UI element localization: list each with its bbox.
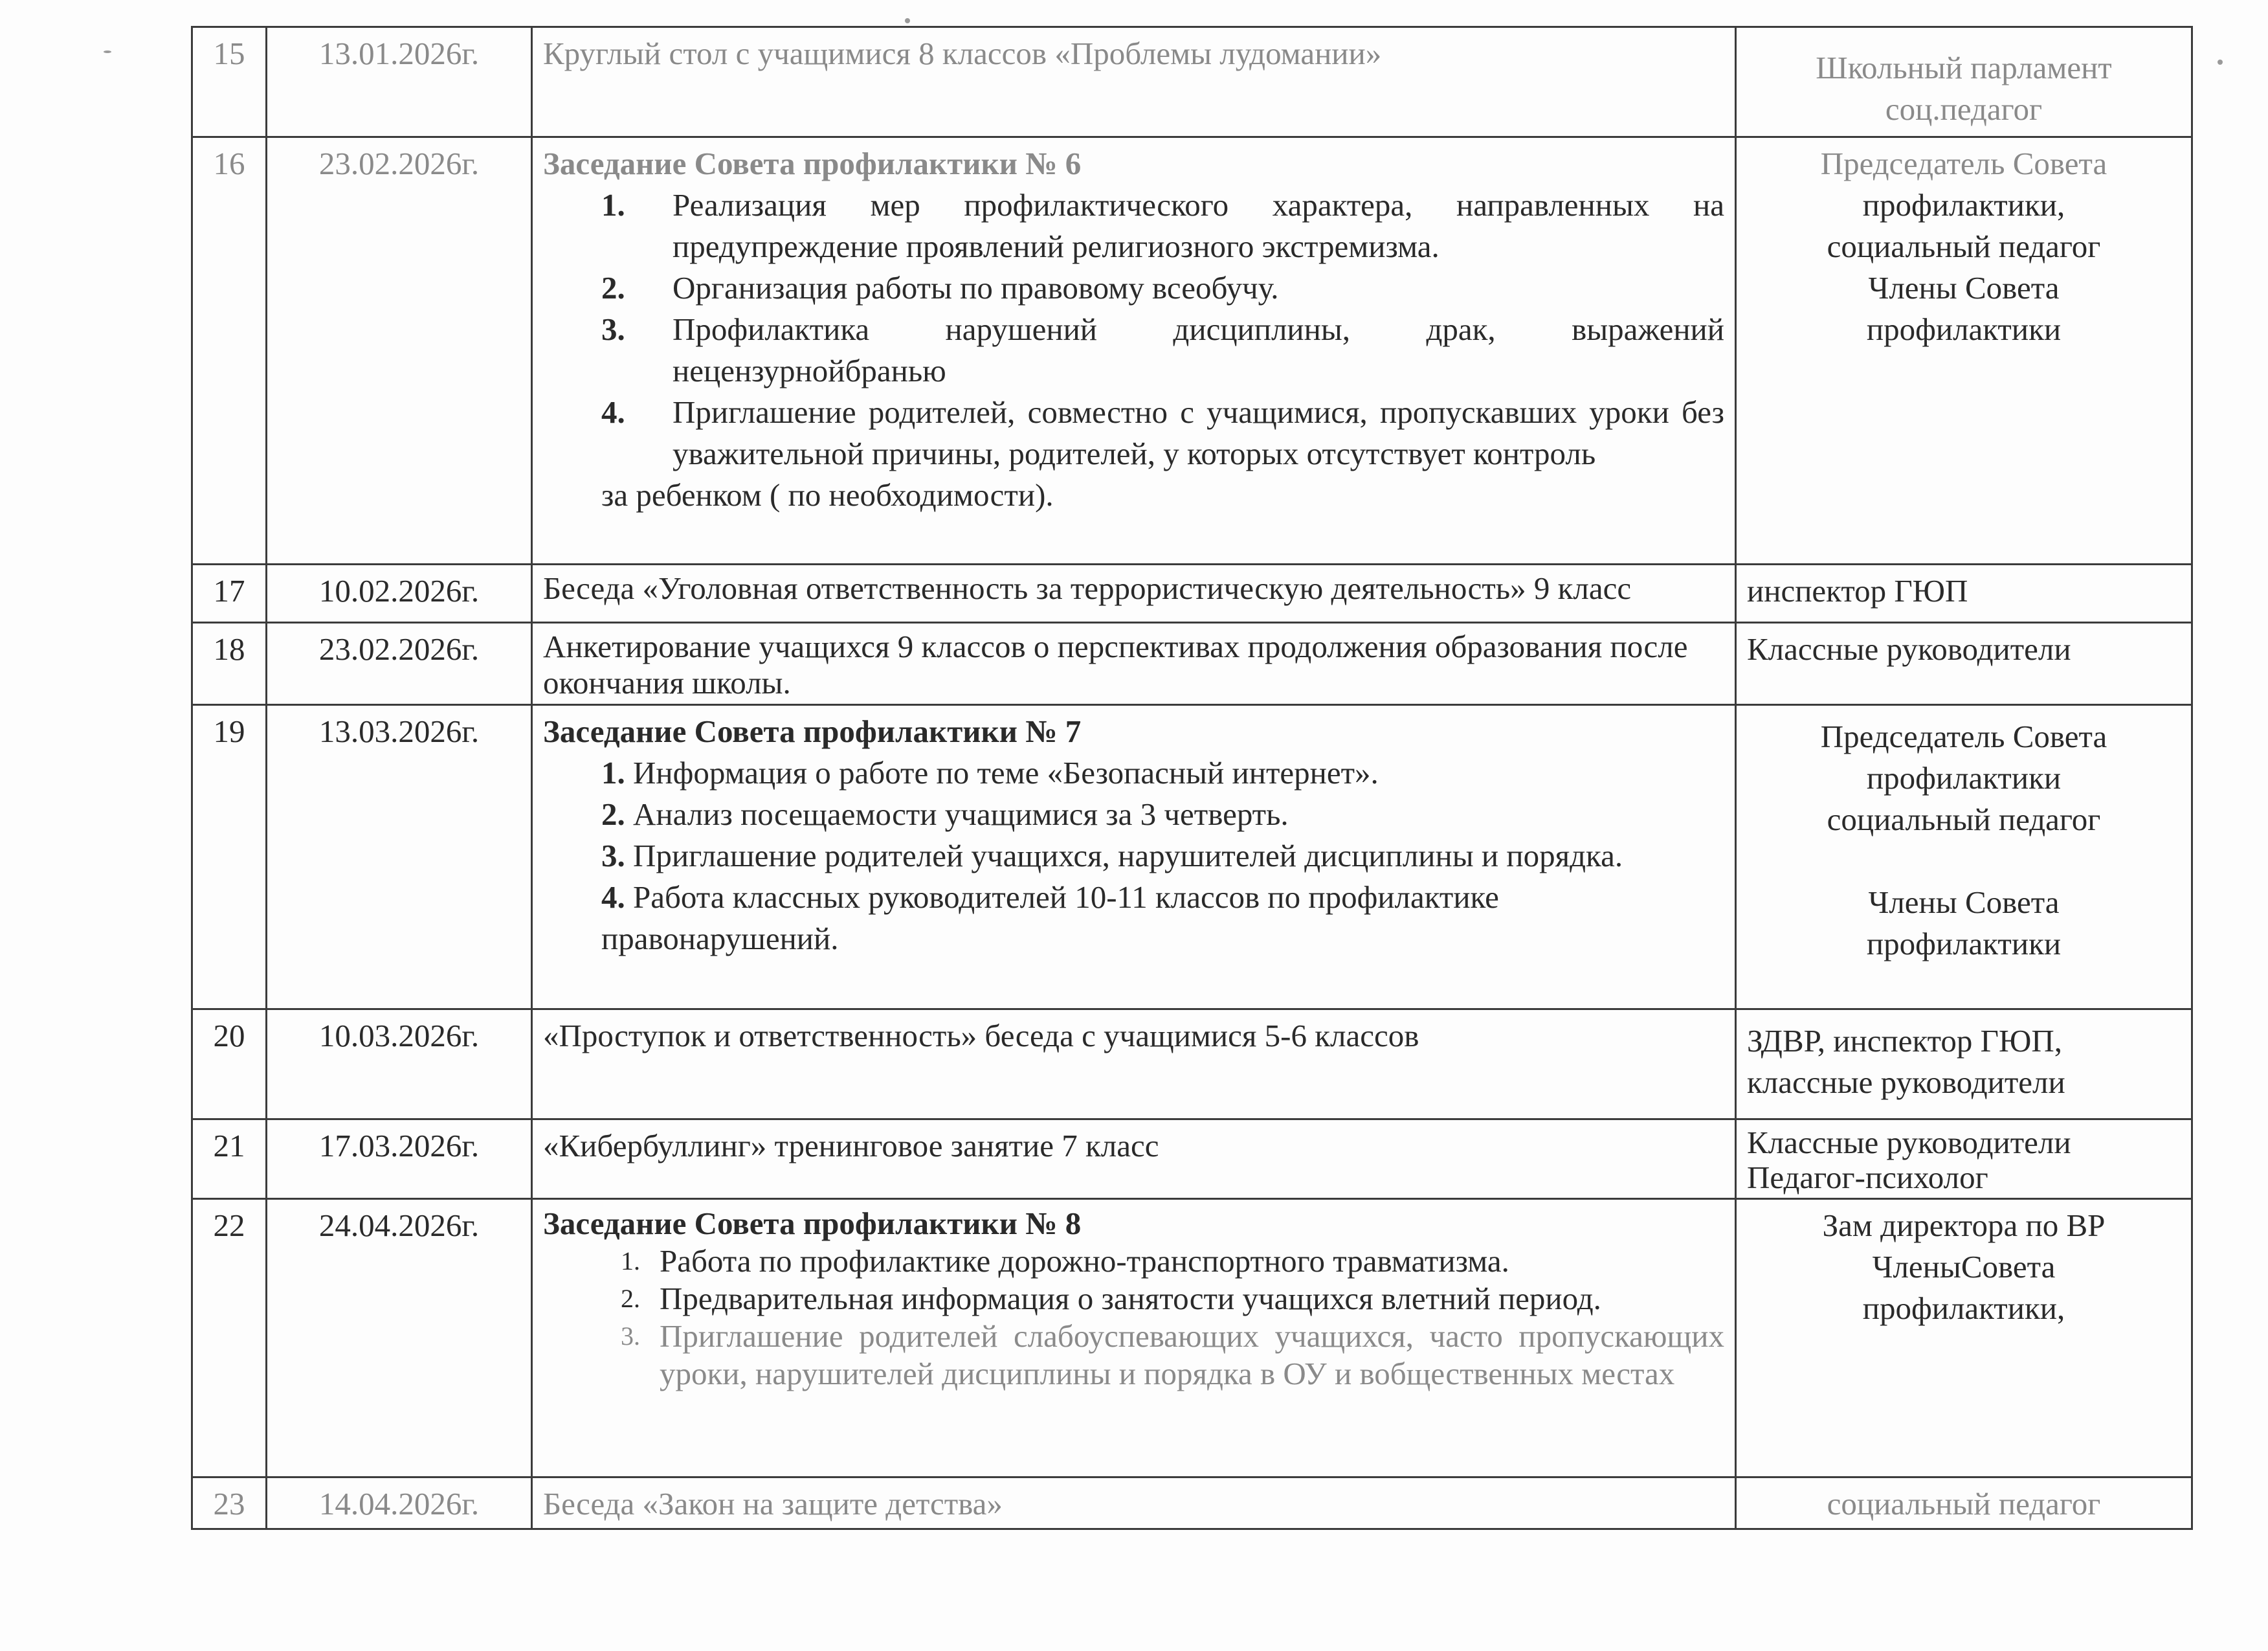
row-date: 13.03.2026г.: [267, 705, 532, 1009]
row-event: [532, 623, 1736, 705]
item-number: 1.: [601, 755, 625, 791]
list-item: [543, 309, 1724, 392]
row-date: 24.04.2026г.: [267, 1199, 532, 1477]
list-item: [543, 1242, 1724, 1280]
row-number: 23: [192, 1477, 267, 1529]
item-number: 3.: [601, 311, 625, 347]
responsible-line: социальный педагог: [1827, 229, 2101, 264]
item-number: 2.: [601, 796, 625, 832]
row-date: 23.02.2026г.: [267, 623, 532, 705]
row-event: [532, 1009, 1736, 1119]
list-item: [543, 1280, 1724, 1318]
responsible-line: [1747, 840, 2181, 882]
scan-speck: [104, 51, 111, 53]
row-event: [532, 27, 1736, 137]
item-text: Приглашение родителей учащихся, нарушителей дисциплины и порядка.: [633, 838, 1623, 873]
row-responsible: [1736, 137, 2192, 565]
table-row: [192, 1009, 2192, 1119]
item-text: Организация работы по правовому всеобучу.: [673, 270, 1279, 306]
list-item: [543, 185, 1724, 267]
responsible-line: профилактики,: [1862, 187, 2065, 223]
item-number: 2.: [621, 1284, 640, 1313]
responsible-line: социальный педагог: [1827, 802, 2101, 837]
responsible-line: профилактики: [1866, 760, 2062, 796]
responsible-line: Классные руководители: [1747, 1125, 2071, 1160]
table-row: [192, 1119, 2192, 1199]
item-text: Работа по профилактике дорожно-транспортного травматизма.: [660, 1243, 1509, 1279]
row-responsible: [1736, 623, 2192, 705]
item-text: Приглашение родителей, совместно с учащимися, пропускавших уроки без уважительной причины, родителей, у которых отсутствует контроль: [673, 394, 1724, 471]
table-row: [192, 1477, 2192, 1529]
table-row: [192, 27, 2192, 137]
row-event: [532, 1119, 1736, 1199]
row-event: [532, 705, 1736, 1009]
responsible-line: Члены Совета: [1868, 270, 2060, 306]
row-responsible: [1736, 705, 2192, 1009]
responsible-line: Председатель Совета: [1820, 146, 2107, 181]
row-responsible: [1736, 27, 2192, 137]
list-item: [543, 1318, 1724, 1393]
responsible-line: Педагог-психолог: [1747, 1160, 1988, 1195]
list-item: [543, 877, 1724, 960]
responsible-line: Зам директора по ВР: [1822, 1207, 2106, 1243]
item-number: 1.: [621, 1246, 640, 1275]
item-number: 3.: [601, 838, 625, 873]
item-number: 1.: [601, 187, 625, 223]
event-text: Беседа «Уголовная ответственность за террористическую деятельность» 9 класс: [543, 570, 1632, 606]
responsible-line: соц.педагог: [1885, 91, 2043, 127]
row-event: [532, 1477, 1736, 1529]
list-item: [543, 392, 1724, 475]
events-plan-table: [191, 26, 2193, 1530]
row-date: 23.02.2026г.: [267, 137, 532, 565]
row-event: [532, 1199, 1736, 1477]
event-text: Беседа «Закон на защите детства»: [543, 1486, 1003, 1522]
meeting-heading: Заседание Совета профилактики № 6: [543, 146, 1082, 181]
responsible-line: классные руководители: [1747, 1064, 2065, 1100]
responsible-line: Члены Совета: [1868, 884, 2060, 920]
item-text: Профилактика нарушений дисциплины, драк, выражений нецензурнойбранью: [673, 311, 1724, 388]
item-text: Анализ посещаемости учащимися за 3 четверть.: [633, 796, 1289, 832]
responsible-line: ЗДВР, инспектор ГЮП,: [1747, 1023, 2062, 1059]
responsible-line: профилактики: [1866, 926, 2062, 961]
row-number: 18: [192, 623, 267, 705]
row-date: 10.02.2026г.: [267, 565, 532, 623]
table-row: [192, 705, 2192, 1009]
table-row: [192, 623, 2192, 705]
responsible-line: Председатель Совета: [1820, 719, 2107, 754]
row-date: 17.03.2026г.: [267, 1119, 532, 1199]
item-number: 4.: [601, 879, 625, 915]
item-number: 4.: [601, 394, 625, 430]
event-text: «Проступок и ответственность» беседа с учащимися 5-6 классов: [543, 1018, 1419, 1053]
item-text: Реализация мер профилактического характера, направленных на предупреждение проявлений религиозного экстремизма.: [673, 187, 1724, 264]
responsible-line: Школьный парламент: [1816, 50, 2112, 85]
meeting-heading: Заседание Совета профилактики № 7: [543, 713, 1082, 749]
event-text: Круглый стол с учащимися 8 классов «Проблемы лудомании»: [543, 36, 1382, 71]
list-item: [543, 794, 1724, 835]
row-date: 13.01.2026г.: [267, 27, 532, 137]
agenda-list: [543, 752, 1724, 960]
list-item: [543, 752, 1724, 794]
row-date: 14.04.2026г.: [267, 1477, 532, 1529]
row-responsible: [1736, 1119, 2192, 1199]
row-responsible: [1736, 565, 2192, 623]
meeting-heading: Заседание Совета профилактики № 8: [543, 1206, 1082, 1241]
list-item: [543, 835, 1724, 877]
event-text: Анкетирование учащихся 9 классов о перспективах продолжения образования после окончания школы.: [543, 629, 1688, 701]
row-number: 15: [192, 27, 267, 137]
row-number: 22: [192, 1199, 267, 1477]
item-text: Информация о работе по теме «Безопасный интернет».: [633, 755, 1379, 791]
table-row: [192, 1199, 2192, 1477]
agenda-list: [543, 185, 1724, 475]
row-number: 20: [192, 1009, 267, 1119]
agenda-tail: за ребенком ( по необходимости).: [601, 477, 1054, 513]
event-text: «Кибербуллинг» тренинговое занятие 7 класс: [543, 1128, 1159, 1163]
scan-speck: [2218, 60, 2223, 65]
row-date: 10.03.2026г.: [267, 1009, 532, 1119]
row-number: 19: [192, 705, 267, 1009]
item-number: 3.: [621, 1321, 640, 1351]
responsible-line: профилактики,: [1862, 1290, 2065, 1326]
responsible-line: Классные руководители: [1747, 631, 2071, 667]
responsible-line: социальный педагог: [1827, 1486, 2101, 1522]
responsible-line: инспектор ГЮП: [1747, 573, 1968, 609]
row-responsible: [1736, 1477, 2192, 1529]
table-row: [192, 565, 2192, 623]
scan-speck: [905, 18, 910, 23]
row-responsible: [1736, 1199, 2192, 1477]
row-event: [532, 137, 1736, 565]
item-number: 2.: [601, 270, 625, 306]
responsible-line: ЧленыСовета: [1872, 1249, 2056, 1285]
row-number: 17: [192, 565, 267, 623]
row-event: [532, 565, 1736, 623]
table-row: [192, 137, 2192, 565]
agenda-list: [543, 1242, 1724, 1393]
item-text: Работа классных руководителей 10-11 классов по профилактике правонарушений.: [601, 879, 1499, 956]
item-text: Приглашение родителей слабоуспевающих учащихся, часто пропускающих уроки, нарушителей дисциплины и порядка в ОУ и вобщественных местах: [660, 1318, 1724, 1391]
list-item: [543, 267, 1724, 309]
responsible-line: профилактики: [1866, 311, 2062, 347]
row-number: 21: [192, 1119, 267, 1199]
row-number: 16: [192, 137, 267, 565]
row-responsible: [1736, 1009, 2192, 1119]
item-text: Предварительная информация о занятости учащихся влетний период.: [660, 1281, 1601, 1316]
